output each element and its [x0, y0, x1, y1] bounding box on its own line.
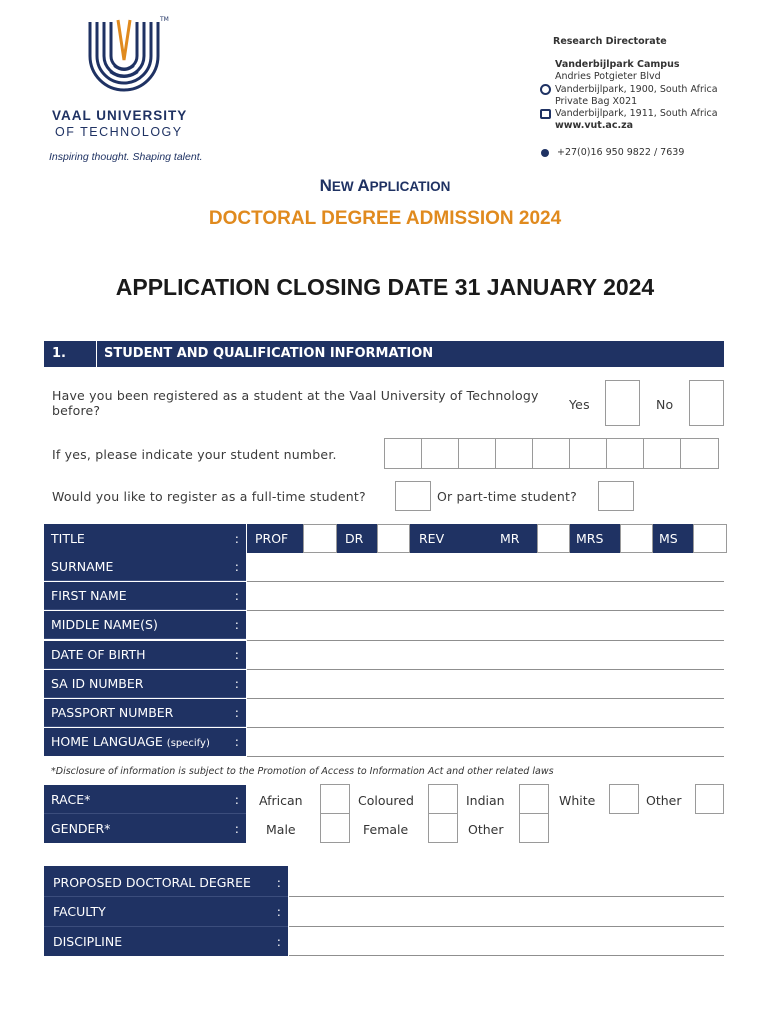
degree-colon: : [276, 875, 281, 890]
title-option-dr [337, 524, 377, 553]
postal-address-line2: Vanderbijlpark, 1911, South Africa [555, 108, 718, 119]
title-option-mrs [570, 524, 620, 553]
title-option-label: DR [345, 531, 364, 546]
phone-icon [541, 149, 549, 157]
title-option-label: REV [419, 531, 445, 546]
race-option-other: Other [646, 793, 682, 808]
race-indian-checkbox[interactable] [519, 784, 549, 814]
new-application-heading [0, 176, 770, 196]
fulltime-checkbox[interactable] [395, 481, 431, 511]
student-number-digit[interactable] [606, 438, 644, 469]
student-number-question: If yes, please indicate your student number. [52, 447, 337, 462]
student-number-digit[interactable] [643, 438, 681, 469]
degree-label-text: FACULTY [53, 904, 106, 919]
race-option-coloured: Coloured [358, 793, 414, 808]
student-number-digit[interactable] [569, 438, 607, 469]
heading-cap-n: N [319, 176, 332, 195]
home-language-note: (specify) [166, 738, 210, 749]
title-ms-checkbox[interactable] [693, 524, 727, 553]
parttime-checkbox[interactable] [598, 481, 634, 511]
degree-label-text: PROPOSED DOCTORAL DEGREE [53, 875, 251, 890]
student-number-boxes [384, 438, 719, 469]
title-label-cell [44, 524, 246, 553]
title-mrs-checkbox[interactable] [620, 524, 653, 553]
registered-yes-checkbox[interactable] [605, 380, 640, 426]
title-label: TITLE [51, 531, 85, 546]
faculty-input-line[interactable] [289, 926, 724, 927]
field-label-first-name [44, 582, 246, 610]
gender-option-male: Male [266, 822, 296, 837]
section-number: 1. [52, 346, 66, 361]
race-coloured-checkbox[interactable] [428, 784, 458, 814]
field-label-text: MIDDLE NAME(S) [51, 617, 158, 632]
student-number-digit[interactable] [680, 438, 719, 469]
field-colon: : [234, 676, 239, 691]
section-divider [96, 341, 97, 367]
heading-cap-a: A [357, 176, 370, 195]
section-title: STUDENT AND QUALIFICATION INFORMATION [104, 346, 434, 361]
middle-names-input-line[interactable] [247, 640, 724, 641]
field-colon: : [234, 705, 239, 720]
date-of-birth-input-line[interactable] [247, 669, 724, 670]
degree-label-discipline [44, 927, 288, 956]
surname-input-line[interactable] [247, 581, 724, 582]
registered-no-checkbox[interactable] [689, 380, 724, 426]
race-other-checkbox[interactable] [695, 784, 724, 814]
field-label-text: PASSPORT NUMBER [51, 705, 174, 720]
title-option-rev [410, 524, 490, 553]
disclosure-note: *Disclosure of information is subject to the Promotion of Access to Information Act and other related laws [51, 766, 554, 777]
race-label-cell [44, 785, 246, 814]
heading-small-pplication: PPLICATION [369, 179, 451, 194]
location-pin-icon [540, 84, 551, 95]
gender-label: GENDER* [51, 821, 111, 836]
title-option-label: MRS [576, 531, 604, 546]
fulltime-question: Would you like to register as a full-time student? [52, 489, 366, 504]
phone-number: +27(0)16 950 9822 / 7639 [557, 147, 685, 158]
degree-label-proposed [44, 866, 288, 897]
registered-before-question: Have you been registered as a student at the Vaal University of Technology before? [52, 388, 539, 418]
field-label-text: SA ID NUMBER [51, 676, 144, 691]
race-white-checkbox[interactable] [609, 784, 639, 814]
field-label-sa-id [44, 670, 246, 698]
heading-small-ew: EW [331, 179, 358, 194]
field-label-middle-names [44, 611, 246, 639]
race-option-african: African [259, 793, 303, 808]
title-row [44, 524, 727, 553]
gender-option-other: Other [468, 822, 504, 837]
race-african-checkbox[interactable] [320, 784, 350, 814]
mailbox-icon [540, 109, 551, 119]
discipline-input-line[interactable] [289, 955, 724, 956]
vut-emblem-icon [84, 16, 164, 98]
title-option-ms [653, 524, 693, 553]
trademark-mark: TM [160, 16, 169, 23]
title-dr-checkbox[interactable] [377, 524, 410, 553]
title-mr-checkbox[interactable] [537, 524, 570, 553]
degree-heading: DOCTORAL DEGREE ADMISSION 2024 [208, 208, 562, 229]
student-number-digit[interactable] [384, 438, 422, 469]
sa-id-input-line[interactable] [247, 698, 724, 699]
field-label-date-of-birth [44, 641, 246, 669]
title-option-label: MS [659, 531, 678, 546]
closing-date-heading: APPLICATION CLOSING DATE 31 JANUARY 2024 [115, 274, 655, 300]
university-name-line2: OF TECHNOLOGY [55, 125, 183, 139]
title-option-mr [490, 524, 537, 553]
race-label: RACE* [51, 792, 91, 807]
website-link[interactable]: www.vut.ac.za [555, 120, 634, 131]
title-prof-checkbox[interactable] [303, 524, 337, 553]
field-colon: : [234, 617, 239, 632]
field-label-surname [44, 553, 246, 581]
field-label-text: DATE OF BIRTH [51, 647, 146, 662]
degree-colon: : [276, 934, 281, 949]
parttime-question: Or part-time student? [437, 489, 577, 504]
student-number-digit[interactable] [458, 438, 496, 469]
title-option-label: MR [500, 531, 520, 546]
university-logo [49, 14, 203, 164]
street-address-line1: Andries Potgieter Blvd [555, 71, 661, 82]
gender-male-checkbox[interactable] [320, 813, 350, 843]
race-option-indian: Indian [466, 793, 505, 808]
street-address-line2: Vanderbijlpark, 1900, South Africa [555, 84, 718, 95]
yes-label: Yes [569, 397, 590, 412]
field-label-home-language [44, 728, 246, 756]
field-colon: : [234, 734, 239, 749]
degree-colon: : [276, 904, 281, 919]
no-label: No [656, 397, 674, 412]
field-colon: : [234, 647, 239, 662]
degree-label-faculty [44, 897, 288, 927]
gender-other-checkbox[interactable] [519, 813, 549, 843]
field-label-text: SURNAME [51, 559, 114, 574]
field-label-passport [44, 699, 246, 727]
field-colon: : [234, 588, 239, 603]
title-colon: : [234, 531, 239, 546]
section-header [44, 341, 724, 367]
campus-name: Vanderbijlpark Campus [555, 59, 680, 70]
proposed-degree-input-line[interactable] [289, 896, 724, 897]
degree-label-text: DISCIPLINE [53, 934, 123, 949]
field-colon: : [234, 559, 239, 574]
student-number-digit[interactable] [532, 438, 570, 469]
university-tagline: Inspiring thought. Shaping talent. [49, 151, 203, 163]
gender-label-cell [44, 814, 246, 843]
university-name-line1: VAAL UNIVERSITY [52, 108, 188, 123]
field-label-text: HOME LANGUAGE [51, 734, 163, 749]
title-option-prof [247, 524, 303, 553]
passport-input-line[interactable] [247, 727, 724, 728]
field-label-text: FIRST NAME [51, 588, 127, 603]
race-colon: : [234, 792, 239, 807]
race-option-white: White [559, 793, 596, 808]
gender-female-checkbox[interactable] [428, 813, 458, 843]
first-name-input-line[interactable] [247, 610, 724, 611]
gender-option-female: Female [363, 822, 409, 837]
department-name: Research Directorate [553, 36, 667, 47]
gender-colon: : [234, 821, 239, 836]
title-option-label: PROF [255, 531, 289, 546]
home-language-input-line[interactable] [247, 756, 724, 757]
postal-address-line1: Private Bag X021 [555, 96, 638, 107]
student-number-digit[interactable] [495, 438, 533, 469]
student-number-digit[interactable] [421, 438, 459, 469]
